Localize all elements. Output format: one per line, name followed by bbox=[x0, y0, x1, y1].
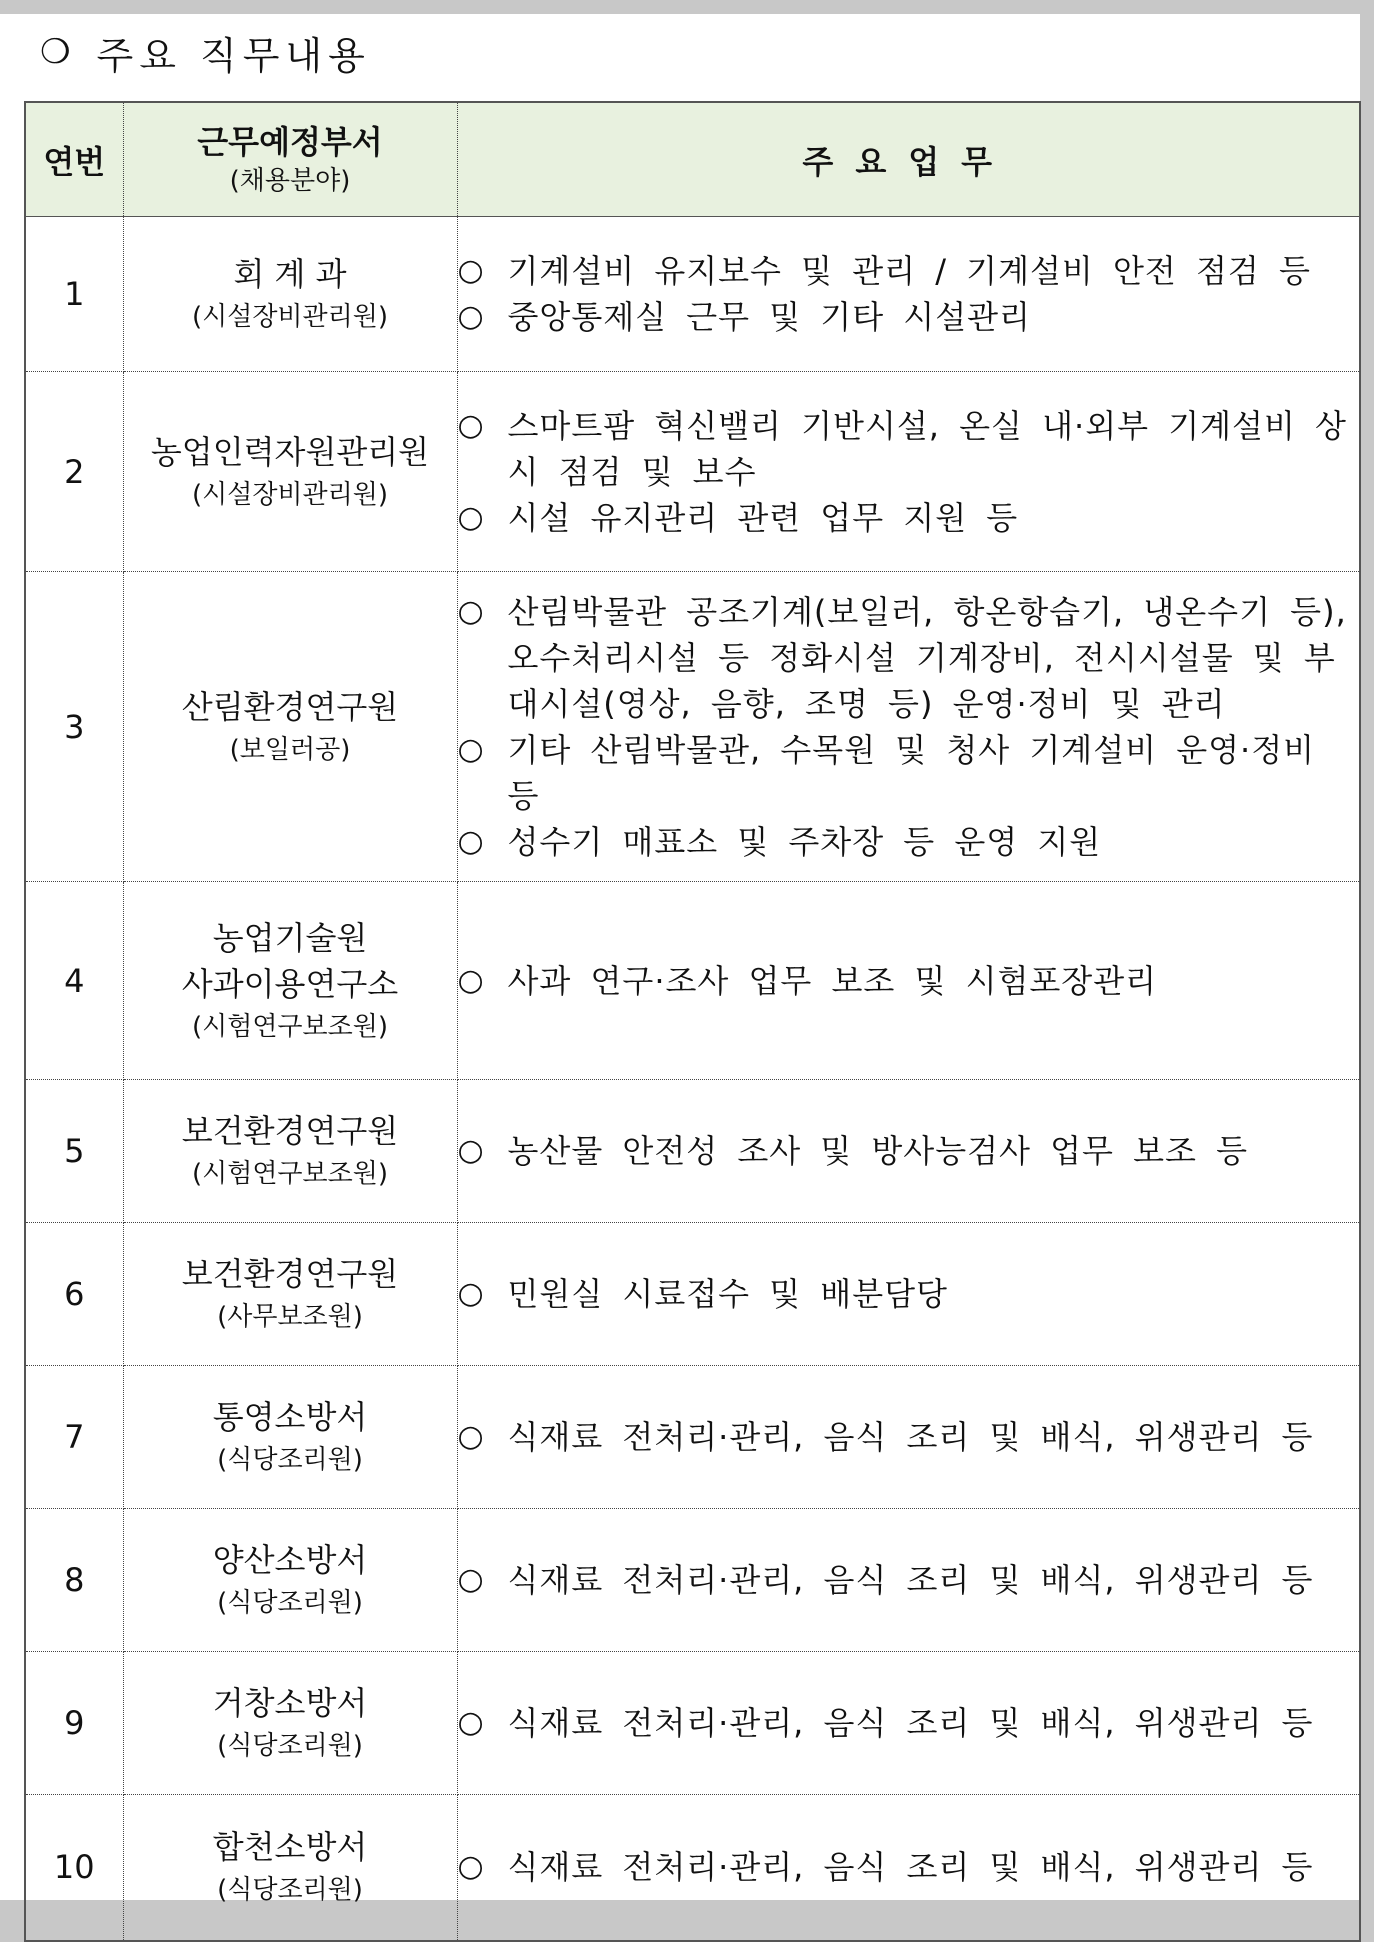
duty-item bbox=[458, 1128, 1360, 1174]
table-row bbox=[25, 217, 1360, 372]
recruitment-field: (식당조리원) bbox=[217, 1731, 363, 1761]
duty-item bbox=[458, 1557, 1360, 1603]
recruitment-field: (시험연구보조원) bbox=[191, 1159, 389, 1189]
recruitment-field: (시설장비관리원) bbox=[191, 479, 389, 510]
table-body bbox=[25, 217, 1360, 1941]
duty-item bbox=[458, 1271, 1360, 1317]
duty-item bbox=[458, 727, 1360, 819]
small-circle-bullet-icon: ○ bbox=[457, 407, 485, 443]
small-circle-bullet-icon: ○ bbox=[457, 962, 485, 998]
header-dept bbox=[123, 102, 457, 217]
duty-item bbox=[458, 819, 1360, 865]
department-name: 농업기술원 bbox=[212, 918, 368, 957]
duty-text: 식재료 전처리·관리, 음식 조리 및 배식, 위생관리 등 bbox=[507, 1848, 1314, 1887]
duty-item bbox=[458, 589, 1360, 727]
duty-text: 성수기 매표소 및 주차장 등 운영 지원 bbox=[507, 822, 1102, 861]
department-cell bbox=[123, 1509, 457, 1652]
table-row bbox=[25, 1795, 1360, 1941]
small-circle-bullet-icon: ○ bbox=[457, 1705, 485, 1740]
department-cell bbox=[123, 372, 457, 572]
duty-cell bbox=[457, 1795, 1360, 1941]
duty-text: 민원실 시료접수 및 배분담당 bbox=[507, 1275, 948, 1313]
duty-cell bbox=[457, 217, 1360, 372]
duty-cell bbox=[457, 372, 1360, 572]
table-row bbox=[25, 1366, 1360, 1509]
row-number: 7 bbox=[25, 1366, 123, 1509]
department-name: 회 계 과 bbox=[233, 255, 347, 293]
row-number: 2 bbox=[25, 372, 123, 572]
duty-item bbox=[458, 958, 1360, 1004]
duty-cell bbox=[457, 1223, 1360, 1366]
row-number: 1 bbox=[25, 217, 123, 372]
duty-cell bbox=[457, 572, 1360, 882]
department-cell bbox=[123, 1223, 457, 1366]
department-cell bbox=[123, 1080, 457, 1223]
duty-text: 농산물 안전성 조사 및 방사능검사 업무 보조 등 bbox=[507, 1132, 1249, 1170]
duty-cell bbox=[457, 1080, 1360, 1223]
table-row bbox=[25, 882, 1360, 1080]
row-number: 9 bbox=[25, 1652, 123, 1795]
section-title: 주요 직무내용 bbox=[96, 33, 371, 78]
header-duty: 주요업무 bbox=[457, 102, 1360, 217]
duty-item bbox=[458, 1414, 1360, 1460]
table-row bbox=[25, 372, 1360, 572]
table-row bbox=[25, 572, 1360, 882]
small-circle-bullet-icon: ○ bbox=[457, 1562, 485, 1597]
small-circle-bullet-icon: ○ bbox=[457, 253, 485, 288]
duty-item bbox=[458, 248, 1360, 294]
department-cell bbox=[123, 1795, 457, 1941]
department-cell bbox=[123, 882, 457, 1080]
duty-item bbox=[458, 1700, 1360, 1746]
table-row bbox=[25, 1080, 1360, 1223]
small-circle-bullet-icon: ○ bbox=[457, 1133, 485, 1168]
small-circle-bullet-icon: ○ bbox=[457, 499, 485, 535]
duties-table bbox=[24, 101, 1361, 1942]
recruitment-field: (식당조리원) bbox=[217, 1445, 363, 1475]
duty-text: 기타 산림박물관, 수목원 및 청사 기계설비 운영·정비 등 bbox=[507, 730, 1316, 815]
department-name: 보건환경연구원 bbox=[181, 1255, 399, 1293]
duty-text: 식재료 전처리·관리, 음식 조리 및 배식, 위생관리 등 bbox=[507, 1704, 1314, 1742]
department-name: 보건환경연구원 bbox=[181, 1112, 399, 1150]
row-number: 10 bbox=[25, 1795, 123, 1941]
department-cell bbox=[123, 217, 457, 372]
table-row bbox=[25, 1509, 1360, 1652]
recruitment-field: (시설장비관리원) bbox=[191, 302, 389, 332]
duty-text: 기계설비 유지보수 및 관리 / 기계설비 안전 점검 등 bbox=[507, 252, 1311, 290]
duty-cell bbox=[457, 1509, 1360, 1652]
table-row bbox=[25, 1223, 1360, 1366]
duty-text: 시설 유지관리 관련 업무 지원 등 bbox=[507, 498, 1019, 537]
department-cell bbox=[123, 1652, 457, 1795]
circle-bullet-icon: ❍ bbox=[40, 32, 71, 72]
department-name: 합천소방서 bbox=[212, 1828, 368, 1867]
department-name: 산림환경연구원 bbox=[181, 687, 399, 726]
row-number: 5 bbox=[25, 1080, 123, 1223]
duty-item bbox=[458, 294, 1360, 340]
recruitment-field: (사무보조원) bbox=[217, 1302, 363, 1332]
duty-item bbox=[458, 1844, 1360, 1890]
small-circle-bullet-icon: ○ bbox=[457, 731, 485, 767]
department-name: 양산소방서 bbox=[212, 1541, 368, 1579]
department-cell bbox=[123, 572, 457, 882]
duty-text: 식재료 전처리·관리, 음식 조리 및 배식, 위생관리 등 bbox=[507, 1561, 1314, 1599]
department-cell bbox=[123, 1366, 457, 1509]
duty-text: 사과 연구·조사 업무 보조 및 시험포장관리 bbox=[507, 961, 1158, 1000]
section-heading bbox=[40, 22, 371, 82]
header-dept-main: 근무예정부서 bbox=[197, 122, 383, 161]
duty-text: 산림박물관 공조기계(보일러, 항온항습기, 냉온수기 등), 오수처리시설 등 정화시설 기계장비, 전시시설물 및 부대시설(영상, 음향, 조명 등) 운영·정비 및 관리 bbox=[507, 592, 1347, 723]
row-number: 3 bbox=[25, 572, 123, 882]
duty-text: 스마트팜 혁신밸리 기반시설, 온실 내·외부 기계설비 상시 점검 및 보수 bbox=[507, 406, 1347, 491]
duty-item bbox=[458, 495, 1360, 541]
recruitment-field: (시험연구보조원) bbox=[191, 1011, 389, 1042]
duty-cell bbox=[457, 1366, 1360, 1509]
row-number: 6 bbox=[25, 1223, 123, 1366]
table-row bbox=[25, 1652, 1360, 1795]
small-circle-bullet-icon: ○ bbox=[457, 299, 485, 334]
department-name: 농업인력자원관리원 bbox=[150, 432, 430, 471]
duty-text: 식재료 전처리·관리, 음식 조리 및 배식, 위생관리 등 bbox=[507, 1418, 1314, 1456]
department-name: 통영소방서 bbox=[212, 1398, 368, 1436]
department-name: 거창소방서 bbox=[212, 1684, 368, 1722]
small-circle-bullet-icon: ○ bbox=[457, 1276, 485, 1311]
recruitment-field: (식당조리원) bbox=[217, 1875, 363, 1906]
row-number: 4 bbox=[25, 882, 123, 1080]
table-header-row bbox=[25, 102, 1360, 217]
recruitment-field: (식당조리원) bbox=[217, 1588, 363, 1618]
header-no: 연번 bbox=[25, 102, 123, 217]
duty-item bbox=[458, 403, 1360, 495]
small-circle-bullet-icon: ○ bbox=[457, 1849, 485, 1885]
duty-text: 중앙통제실 근무 및 기타 시설관리 bbox=[507, 298, 1031, 336]
header-dept-sub: (채용분야) bbox=[229, 165, 351, 196]
small-circle-bullet-icon: ○ bbox=[457, 823, 485, 859]
duty-cell bbox=[457, 1652, 1360, 1795]
small-circle-bullet-icon: ○ bbox=[457, 1419, 485, 1454]
document-page bbox=[0, 14, 1360, 1906]
duty-cell bbox=[457, 882, 1360, 1080]
row-number: 8 bbox=[25, 1509, 123, 1652]
small-circle-bullet-icon: ○ bbox=[457, 593, 485, 629]
recruitment-field: (보일러공) bbox=[229, 734, 351, 765]
department-name: 사과이용연구소 bbox=[181, 964, 399, 1003]
